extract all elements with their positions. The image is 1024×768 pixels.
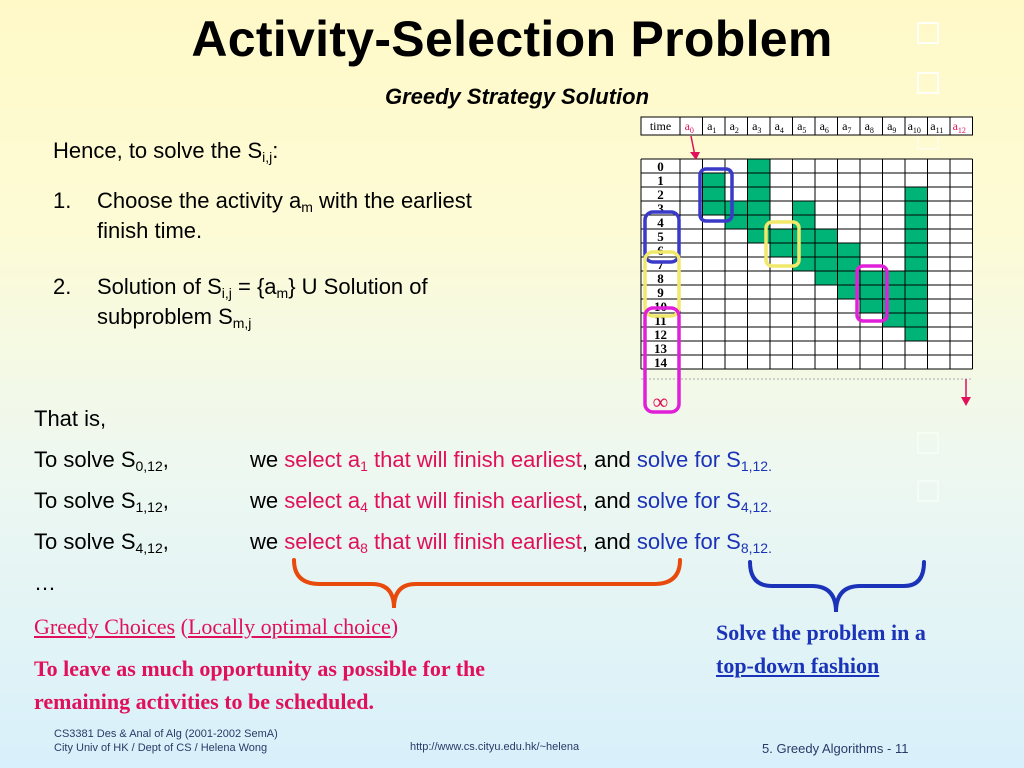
- solve-row-lead: To solve $S_{1,12}$,: [34, 488, 169, 515]
- activity-label: $a_7$: [842, 119, 852, 135]
- activity-label: $a_1$: [707, 119, 717, 135]
- infinity-label: ∞: [652, 389, 669, 414]
- intro-line: Hence, to solve the $S_{i,j}$:: [53, 138, 279, 165]
- activity-label: $a_4$: [774, 119, 784, 135]
- table-header-time: time: [649, 119, 672, 133]
- step-2-text: Solution of $S_{i,j} = \{a_m\}$ U Solution of subproblem $S_{m,j}$: [97, 274, 428, 331]
- activity-label: $a_8$: [864, 119, 874, 135]
- step-1-text: Choose the activity $a_m$ with the earliest finish time.: [97, 188, 472, 243]
- time-label: 8: [657, 271, 664, 286]
- solve-row-detail: we select $a_1$ that will finish earliest, and solve for $S_{1,12.}$: [250, 447, 772, 474]
- time-label: 4: [657, 215, 664, 230]
- activity-label: $a_{12}$: [952, 119, 966, 135]
- activity-interval: [860, 271, 883, 313]
- solve-row-lead: To solve $S_{0,12}$,: [34, 447, 169, 474]
- time-label: 1: [657, 173, 664, 188]
- activity-interval: [905, 187, 928, 341]
- topdown-note: Solve the problem in a top-down fashion: [716, 620, 926, 678]
- time-label: 3: [657, 201, 664, 216]
- time-label: 6: [657, 243, 664, 258]
- a12-arrowhead: [961, 397, 971, 406]
- activity-interval: [703, 173, 726, 215]
- time-label: 2: [657, 187, 664, 202]
- activity-label: $a_{10}$: [907, 119, 921, 135]
- ellipsis: …: [34, 570, 56, 595]
- solve-row-lead: To solve $S_{4,12}$,: [34, 529, 169, 556]
- time-label: 13: [654, 341, 667, 356]
- opportunity-note: To leave as much opportunity as possible for the remaining activities to be scheduled.: [34, 656, 486, 714]
- step-2: 2.: [53, 274, 72, 299]
- time-label: 12: [654, 327, 667, 342]
- activity-label: $a_{11}$: [930, 119, 944, 135]
- slide-subtitle: Greedy Strategy Solution: [384, 84, 650, 109]
- footer-url: http://www.cs.cityu.edu.hk/~helena: [410, 741, 580, 753]
- solve-row-detail: we select $a_4$ that will finish earliest, and solve for $S_{4,12.}$: [250, 488, 772, 515]
- time-label: 14: [654, 355, 667, 370]
- activity-label: $a_6$: [819, 119, 829, 135]
- that-is-label: That is,: [34, 406, 107, 431]
- activity-label: $a_2$: [729, 119, 739, 135]
- footer-course: CS3381 Des & Anal of Alg (2001-2002 SemA) City Univ of HK / Dept of CS / Helena Wong: [54, 728, 278, 754]
- time-label: 9: [657, 285, 664, 300]
- time-label: 11: [654, 313, 667, 328]
- time-label: 5: [657, 229, 664, 244]
- activity-interval: [793, 201, 816, 271]
- time-label: 7: [657, 257, 664, 272]
- activity-label: $a_3$: [752, 119, 762, 135]
- footer-page: 5. Greedy Algorithms - 11: [762, 741, 909, 756]
- time-label: 10: [654, 299, 667, 314]
- activity-label: $a_9$: [887, 119, 897, 135]
- slide-title: Activity-Selection Problem: [191, 11, 833, 67]
- solve-row-detail: we select $a_8$ that will finish earliest, and solve for $S_{8,12.}$: [250, 529, 772, 556]
- step-1: 1.: [53, 188, 72, 213]
- greedy-choices-line: Greedy Choices (Locally optimal choice): [34, 614, 399, 639]
- time-label: 0: [657, 159, 664, 174]
- activity-label: $a_5$: [797, 119, 807, 135]
- activity-label: $a_0$: [684, 119, 694, 135]
